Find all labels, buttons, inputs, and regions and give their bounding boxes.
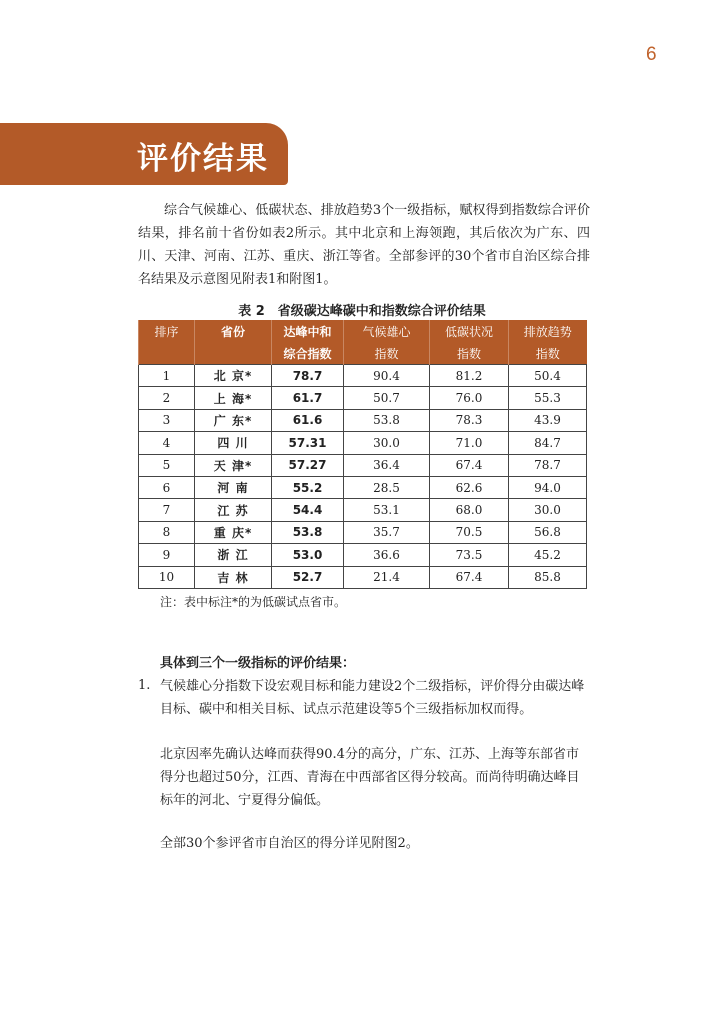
table-row — [139, 432, 587, 454]
cell-trend: 84.7 — [509, 432, 587, 454]
cell-total: 54.4 — [272, 499, 344, 521]
cell-province: 广 东* — [195, 409, 272, 431]
list-item-number: 1. — [138, 678, 151, 693]
cell-total: 57.27 — [272, 454, 344, 476]
table-caption: 表 2 省级碳达峰碳中和指数综合评价结果 — [238, 304, 486, 319]
header-total-line2: 综合指数 — [272, 342, 344, 365]
intro-paragraph: 综合气候雄心、低碳状态、排放趋势3个一级指标，赋权得到指数综合评价结果，排名前十省份如表2所示。其中北京和上海领跑，其后依次为广东、四川、天津、河南、江苏、重庆、浙江等省。全部参评的30个省市自治区综合排名结果及示意图见附表1和附图1。 — [138, 203, 590, 287]
table-row — [139, 476, 587, 498]
cell-province: 北 京* — [195, 365, 272, 387]
cell-climate: 35.7 — [344, 521, 430, 543]
cell-trend: 50.4 — [509, 365, 587, 387]
table-row — [139, 409, 587, 431]
table-row — [139, 365, 587, 387]
cell-total: 57.31 — [272, 432, 344, 454]
cell-climate: 36.4 — [344, 454, 430, 476]
cell-trend: 30.0 — [509, 499, 587, 521]
cell-lowcarbon: 73.5 — [430, 544, 509, 566]
cell-total: 61.6 — [272, 409, 344, 431]
table-row — [139, 566, 587, 588]
cell-rank: 3 — [139, 409, 195, 431]
cell-climate: 30.0 — [344, 432, 430, 454]
header-rank: 排序 — [139, 320, 195, 342]
page-number: 6 — [646, 44, 657, 65]
cell-rank: 4 — [139, 432, 195, 454]
cell-province: 上 海* — [195, 387, 272, 409]
cell-trend: 56.8 — [509, 521, 587, 543]
cell-rank: 5 — [139, 454, 195, 476]
cell-lowcarbon: 68.0 — [430, 499, 509, 521]
cell-province: 吉 林 — [195, 566, 272, 588]
cell-trend: 45.2 — [509, 544, 587, 566]
cell-trend: 55.3 — [509, 387, 587, 409]
cell-rank: 9 — [139, 544, 195, 566]
cell-climate: 50.7 — [344, 387, 430, 409]
cell-trend: 85.8 — [509, 566, 587, 588]
table-note: 注：表中标注*的为低碳试点省市。 — [160, 595, 347, 609]
cell-lowcarbon: 70.5 — [430, 521, 509, 543]
cell-climate: 36.6 — [344, 544, 430, 566]
table-row — [139, 387, 587, 409]
table-row — [139, 499, 587, 521]
cell-climate: 28.5 — [344, 476, 430, 498]
cell-rank: 8 — [139, 521, 195, 543]
cell-province: 重 庆* — [195, 521, 272, 543]
cell-rank: 1 — [139, 365, 195, 387]
cell-rank: 6 — [139, 476, 195, 498]
list-item-text: 气候雄心分指数下设宏观目标和能力建设2个二级指标，评价得分由碳达峰目标、碳中和相关目标、试点示范建设等5个三级指标加权而得。 — [160, 679, 585, 717]
header-trend-line1: 排放趋势 — [509, 320, 587, 342]
cell-total: 52.7 — [272, 566, 344, 588]
header-lowcarbon-line2: 指数 — [430, 342, 509, 365]
table-row — [139, 454, 587, 476]
cell-climate: 90.4 — [344, 365, 430, 387]
cell-climate: 53.1 — [344, 499, 430, 521]
cell-total: 53.0 — [272, 544, 344, 566]
table-body — [139, 365, 587, 589]
paragraph-scores: 北京因率先确认达峰而获得90.4分的高分，广东、江苏、上海等东部省市得分也超过50分，江西、青海在中西部省区得分较高。而尚待明确达峰目标年的河北、宁夏得分偏低。 — [160, 747, 580, 808]
cell-province: 四 川 — [195, 432, 272, 454]
cell-lowcarbon: 78.3 — [430, 409, 509, 431]
cell-total: 61.7 — [272, 387, 344, 409]
cell-climate: 21.4 — [344, 566, 430, 588]
cell-total: 78.7 — [272, 365, 344, 387]
cell-total: 55.2 — [272, 476, 344, 498]
section-title: 评价结果 — [137, 141, 269, 177]
header-trend-line2: 指数 — [509, 342, 587, 365]
cell-province: 河 南 — [195, 476, 272, 498]
cell-trend: 78.7 — [509, 454, 587, 476]
results-table — [138, 320, 587, 589]
table-header-row-2 — [139, 342, 587, 365]
cell-lowcarbon: 67.4 — [430, 454, 509, 476]
header-total-line1: 达峰中和 — [272, 320, 344, 342]
cell-lowcarbon: 81.2 — [430, 365, 509, 387]
table-row — [139, 521, 587, 543]
header-province: 省份 — [195, 320, 272, 342]
cell-lowcarbon: 71.0 — [430, 432, 509, 454]
cell-total: 53.8 — [272, 521, 344, 543]
cell-trend: 94.0 — [509, 476, 587, 498]
cell-rank: 2 — [139, 387, 195, 409]
cell-province: 天 津* — [195, 454, 272, 476]
cell-lowcarbon: 67.4 — [430, 566, 509, 588]
cell-lowcarbon: 62.6 — [430, 476, 509, 498]
cell-province: 浙 江 — [195, 544, 272, 566]
paragraph-appendix: 全部30个参评省市自治区的得分详见附图2。 — [160, 836, 419, 851]
header-lowcarbon-line1: 低碳状况 — [430, 320, 509, 342]
cell-rank: 7 — [139, 499, 195, 521]
header-climate-line1: 气候雄心 — [344, 320, 430, 342]
cell-province: 江 苏 — [195, 499, 272, 521]
cell-climate: 53.8 — [344, 409, 430, 431]
cell-rank: 10 — [139, 566, 195, 588]
cell-lowcarbon: 76.0 — [430, 387, 509, 409]
header-climate-line2: 指数 — [344, 342, 430, 365]
cell-trend: 43.9 — [509, 409, 587, 431]
table-header-row-1 — [139, 320, 587, 342]
sub-heading: 具体到三个一级指标的评价结果： — [160, 656, 356, 671]
table-row — [139, 544, 587, 566]
